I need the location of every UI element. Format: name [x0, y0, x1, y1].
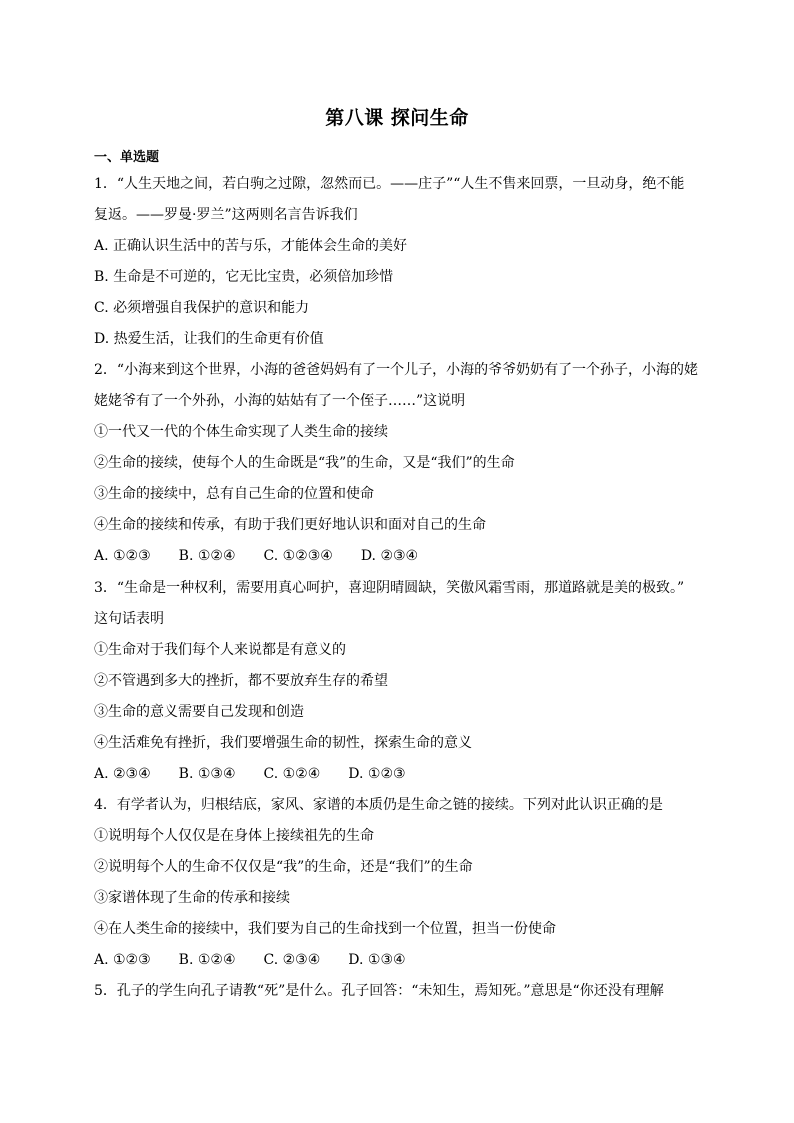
q2-statement-1: ①一代又一代的个体生命实现了人类生命的接续 — [94, 424, 388, 440]
q2-statement-2: ②生命的接续，使每个人的生命既是“我”的生命，又是“我们”的生命 — [94, 455, 515, 471]
q3-stem-line2: 这句话表明 — [94, 611, 164, 627]
q2-statement-4: ④生命的接续和传承，有助于我们更好地认识和面对自己的生命 — [94, 517, 486, 533]
q4-options: A. ①②③ B. ①②④ C. ②③④ D. ①③④ — [94, 952, 406, 968]
q3-stem-line1: 3．“生命是一种权利，需要用真心呵护，喜迎阴晴圆缺，笑傲风霜雪雨，那道路就是美的极致。” — [94, 580, 685, 596]
q1-stem-line1: 1．“人生天地之间，若白驹之过隙，忽然而已。——庄子”“人生不售来回票，一旦动身，绝不能 — [94, 176, 685, 192]
q5-stem-line1: 5．孔子的学生向孔子请教“死”是什么。孔子回答：“未知生，焉知死。”意思是“你还没有理解 — [94, 983, 664, 999]
page-title: 第八课 探问生命 — [325, 107, 469, 129]
q3-statement-2: ②不管遇到多大的挫折，都不要放弃生存的希望 — [94, 673, 388, 689]
q4-statement-2: ②说明每个人的生命不仅仅是“我”的生命，还是“我们”的生命 — [94, 859, 473, 875]
q4-statement-4: ④在人类生命的接续中，我们要为自己的生命找到一个位置，担当一份使命 — [94, 921, 556, 937]
q1-option-a: A. 正确认识生活中的苦与乐，才能体会生命的美好 — [94, 238, 408, 254]
q4-statement-3: ③家谱体现了生命的传承和接续 — [94, 890, 290, 906]
q1-option-d: D. 热爱生活，让我们的生命更有价值 — [94, 331, 324, 347]
q3-statement-3: ③生命的意义需要自己发现和创造 — [94, 704, 304, 720]
q1-option-b: B. 生命是不可逆的，它无比宝贵，必须倍加珍惜 — [94, 269, 394, 285]
q2-options: A. ①②③ B. ①②④ C. ①②③④ D. ②③④ — [94, 548, 419, 564]
section-heading: 一、单选题 — [94, 150, 160, 165]
q3-statement-4: ④生活难免有挫折，我们要增强生命的韧性，探索生命的意义 — [94, 735, 472, 751]
q1-stem-line2: 复返。——罗曼·罗兰”这两则名言告诉我们 — [94, 207, 358, 223]
q2-stem-line2: 姥姥爷有了一个外孙，小海的姑姑有了一个侄子……”这说明 — [94, 393, 466, 409]
q2-statement-3: ③生命的接续中，总有自己生命的位置和使命 — [94, 486, 374, 502]
q2-stem-line1: 2．“小海来到这个世界，小海的爸爸妈妈有了一个儿子，小海的爷爷奶奶有了一个孙子，小海的姥 — [94, 362, 699, 378]
q4-stem: 4．有学者认为，归根结底，家风、家谱的本质仍是生命之链的接续。下列对此认识正确的是 — [94, 797, 663, 813]
q3-statement-1: ①生命对于我们每个人来说都是有意义的 — [94, 642, 346, 658]
q4-statement-1: ①说明每个人仅仅是在身体上接续祖先的生命 — [94, 828, 374, 844]
q1-option-c: C. 必须增强自我保护的意识和能力 — [94, 300, 310, 316]
q3-options: A. ②③④ B. ①③④ C. ①②④ D. ①②③ — [94, 766, 406, 782]
